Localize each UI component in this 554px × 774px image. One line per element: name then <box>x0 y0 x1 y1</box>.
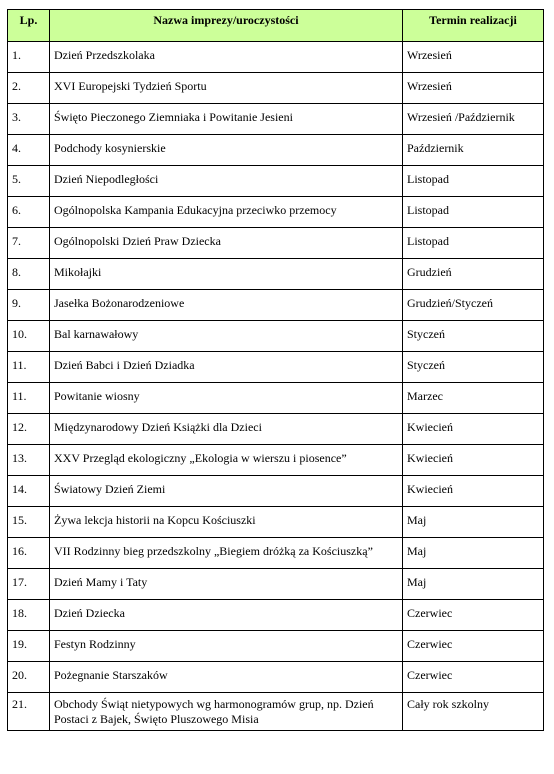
cell-name: Powitanie wiosny <box>50 383 403 414</box>
cell-name: Święto Pieczonego Ziemniaka i Powitanie Jesieni <box>50 104 403 135</box>
cell-lp: 14. <box>8 476 50 507</box>
cell-lp: 4. <box>8 135 50 166</box>
table-row <box>8 135 544 166</box>
table-row <box>8 569 544 600</box>
cell-lp: 18. <box>8 600 50 631</box>
cell-lp: 15. <box>8 507 50 538</box>
cell-name: Dzień Mamy i Taty <box>50 569 403 600</box>
cell-term: Czerwiec <box>403 631 544 662</box>
events-table-container <box>7 9 544 731</box>
cell-term: Wrzesień /Październik <box>403 104 544 135</box>
table-header <box>8 10 544 42</box>
cell-term: Kwiecień <box>403 445 544 476</box>
cell-term: Wrzesień <box>403 73 544 104</box>
cell-lp: 9. <box>8 290 50 321</box>
cell-term: Grudzień/Styczeń <box>403 290 544 321</box>
header-term: Termin realizacji <box>403 10 544 42</box>
header-name: Nazwa imprezy/uroczystości <box>50 10 403 42</box>
table-row <box>8 228 544 259</box>
cell-term: Listopad <box>403 197 544 228</box>
cell-name: Międzynarodowy Dzień Książki dla Dzieci <box>50 414 403 445</box>
cell-lp: 2. <box>8 73 50 104</box>
cell-lp: 11. <box>8 383 50 414</box>
cell-term: Czerwiec <box>403 600 544 631</box>
events-table <box>7 9 544 731</box>
table-row <box>8 600 544 631</box>
table-row <box>8 538 544 569</box>
cell-name: Dzień Babci i Dzień Dziadka <box>50 352 403 383</box>
table-row <box>8 197 544 228</box>
cell-term: Styczeń <box>403 321 544 352</box>
cell-lp: 13. <box>8 445 50 476</box>
table-row <box>8 662 544 693</box>
cell-lp: 17. <box>8 569 50 600</box>
cell-name: Obchody Świąt nietypowych wg harmonogramów grup, np. Dzień Postaci z Bajek, Święto Pluszowego Misia <box>50 693 403 731</box>
table-row <box>8 73 544 104</box>
table-row <box>8 104 544 135</box>
cell-term: Kwiecień <box>403 476 544 507</box>
table-row <box>8 414 544 445</box>
cell-term: Kwiecień <box>403 414 544 445</box>
cell-name: Dzień Dziecka <box>50 600 403 631</box>
header-row <box>8 10 544 42</box>
cell-term: Maj <box>403 569 544 600</box>
cell-term: Cały rok szkolny <box>403 693 544 731</box>
cell-name: XVI Europejski Tydzień Sportu <box>50 73 403 104</box>
cell-name: Bal karnawałowy <box>50 321 403 352</box>
cell-name: Dzień Przedszkolaka <box>50 42 403 73</box>
table-row <box>8 631 544 662</box>
table-row <box>8 259 544 290</box>
cell-name: Pożegnanie Starszaków <box>50 662 403 693</box>
cell-lp: 10. <box>8 321 50 352</box>
cell-term: Wrzesień <box>403 42 544 73</box>
cell-lp: 21. <box>8 693 50 731</box>
cell-name: Żywa lekcja historii na Kopcu Kościuszki <box>50 507 403 538</box>
cell-name: Mikołajki <box>50 259 403 290</box>
table-row <box>8 352 544 383</box>
cell-lp: 7. <box>8 228 50 259</box>
cell-term: Czerwiec <box>403 662 544 693</box>
table-row <box>8 507 544 538</box>
cell-name: Podchody kosynierskie <box>50 135 403 166</box>
cell-term: Maj <box>403 507 544 538</box>
cell-name: XXV Przegląd ekologiczny „Ekologia w wierszu i piosence” <box>50 445 403 476</box>
cell-lp: 1. <box>8 42 50 73</box>
cell-name: Festyn Rodzinny <box>50 631 403 662</box>
table-row <box>8 42 544 73</box>
cell-term: Marzec <box>403 383 544 414</box>
table-row <box>8 476 544 507</box>
cell-term: Październik <box>403 135 544 166</box>
cell-lp: 6. <box>8 197 50 228</box>
table-row <box>8 321 544 352</box>
cell-name: Dzień Niepodległości <box>50 166 403 197</box>
cell-name: Jasełka Bożonarodzeniowe <box>50 290 403 321</box>
cell-term: Grudzień <box>403 259 544 290</box>
cell-lp: 19. <box>8 631 50 662</box>
cell-lp: 12. <box>8 414 50 445</box>
cell-term: Maj <box>403 538 544 569</box>
cell-lp: 5. <box>8 166 50 197</box>
cell-lp: 20. <box>8 662 50 693</box>
cell-term: Listopad <box>403 166 544 197</box>
cell-name: VII Rodzinny bieg przedszkolny „Biegiem dróżką za Kościuszką” <box>50 538 403 569</box>
cell-lp: 16. <box>8 538 50 569</box>
cell-name: Światowy Dzień Ziemi <box>50 476 403 507</box>
table-body <box>8 42 544 731</box>
cell-term: Styczeń <box>403 352 544 383</box>
table-row <box>8 290 544 321</box>
cell-lp: 3. <box>8 104 50 135</box>
cell-term: Listopad <box>403 228 544 259</box>
cell-name: Ogólnopolska Kampania Edukacyjna przeciwko przemocy <box>50 197 403 228</box>
table-row <box>8 693 544 731</box>
table-row <box>8 383 544 414</box>
table-row <box>8 445 544 476</box>
cell-name: Ogólnopolski Dzień Praw Dziecka <box>50 228 403 259</box>
cell-lp: 11. <box>8 352 50 383</box>
cell-lp: 8. <box>8 259 50 290</box>
table-row <box>8 166 544 197</box>
header-lp: Lp. <box>8 10 50 42</box>
